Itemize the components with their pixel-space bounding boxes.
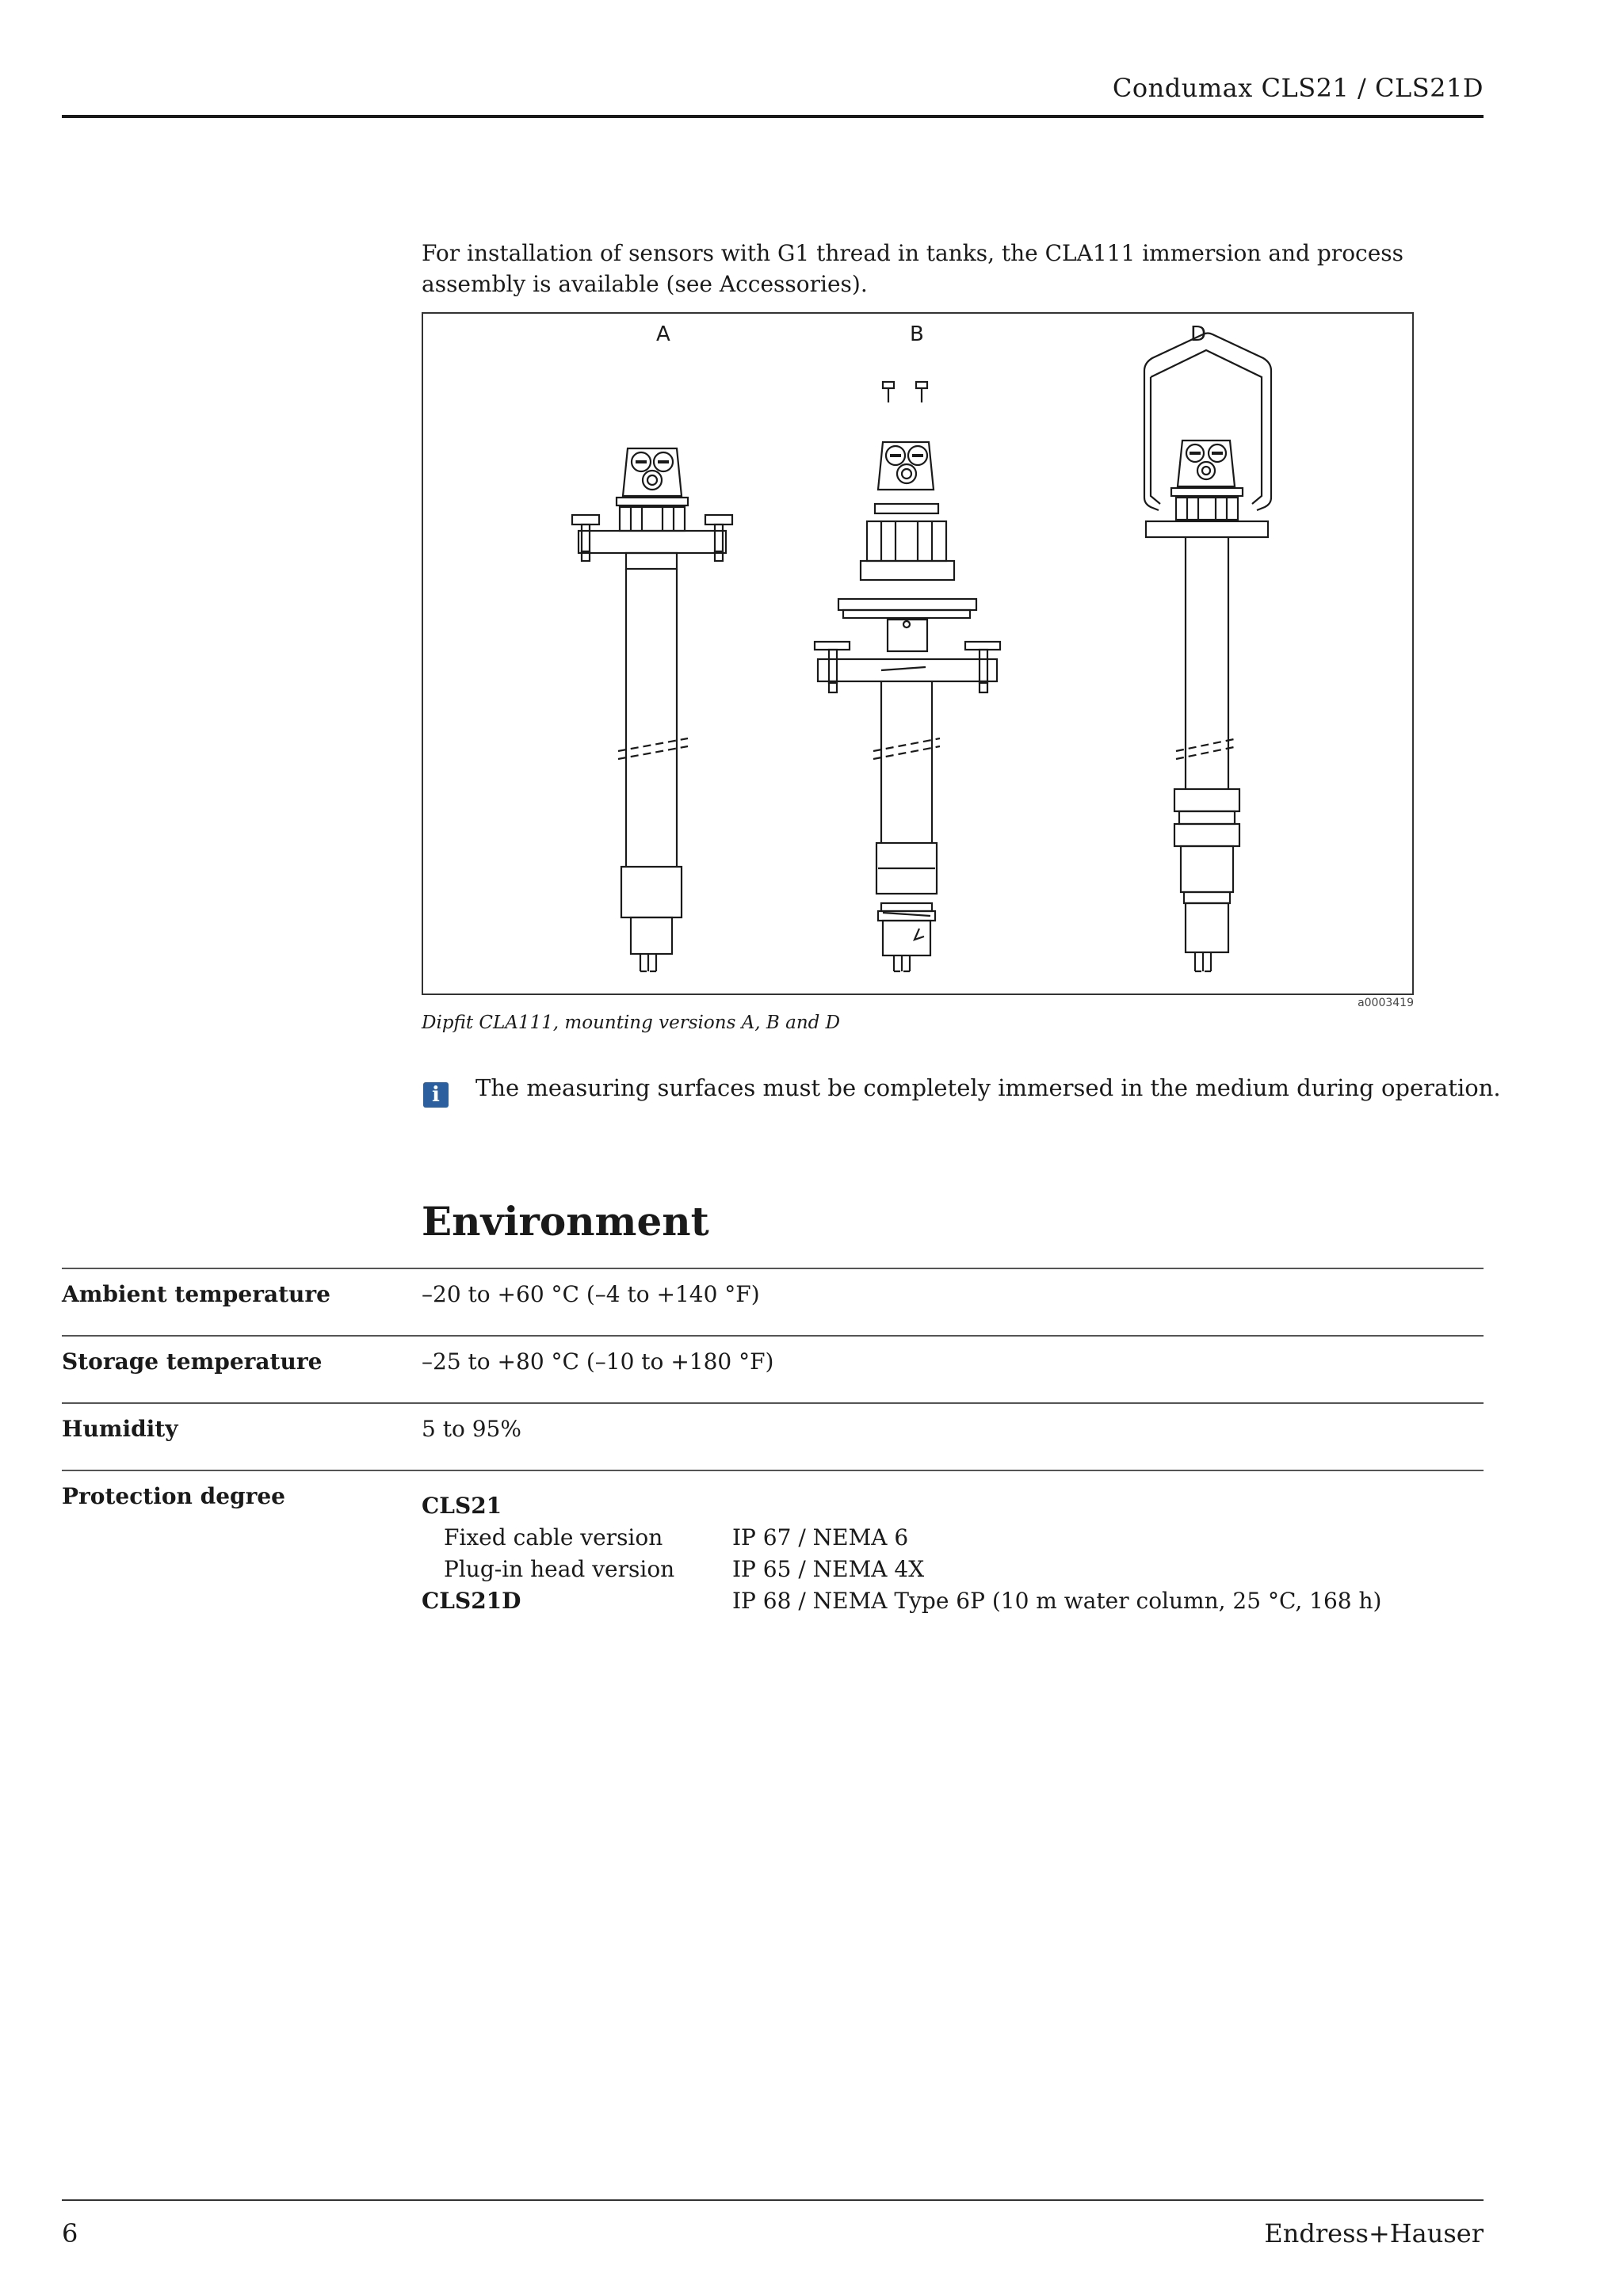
footer-brand: Endress+Hauser (1264, 2218, 1484, 2248)
row-value-ambient-temperature: –20 to +60 °C (–4 to +140 °F) (422, 1281, 760, 1307)
protection-cls21d-heading: CLS21D (422, 1588, 521, 1614)
row-label-protection-degree: Protection degree (62, 1483, 285, 1509)
protection-plugin-value: IP 65 / NEMA 4X (732, 1556, 925, 1582)
protection-cls21-heading: CLS21 (422, 1493, 502, 1519)
row-divider (62, 1470, 1484, 1471)
header-rule (62, 115, 1484, 118)
row-value-storage-temperature: –25 to +80 °C (–10 to +180 °F) (422, 1348, 774, 1375)
document-header-title: Condumax CLS21 / CLS21D (1112, 73, 1484, 103)
protection-cls21d-value: IP 68 / NEMA Type 6P (10 m water column, 25 °C, 168 h) (732, 1588, 1382, 1614)
row-divider (62, 1335, 1484, 1337)
row-divider (62, 1402, 1484, 1404)
version-d-drawing (1144, 334, 1271, 972)
row-value-humidity: 5 to 95% (422, 1416, 521, 1442)
intro-paragraph: For installation of sensors with G1 thread in tanks, the CLA111 immersion and process assembly is available (see Accessories). (422, 240, 1404, 297)
figure-label-d: D (1190, 322, 1207, 346)
version-a-drawing (572, 448, 732, 971)
info-icon: i (423, 1082, 449, 1108)
note-text: The measuring surfaces must be completely immersed in the medium during operation. (475, 1074, 1501, 1101)
protection-fixed-value: IP 67 / NEMA 6 (732, 1524, 909, 1550)
figure-id: a0003419 (1358, 997, 1414, 1009)
row-divider (62, 1268, 1484, 1269)
protection-fixed-label: Fixed cable version (444, 1524, 663, 1550)
row-label-storage-temperature: Storage temperature (62, 1348, 323, 1375)
section-title: Environment (422, 1198, 709, 1245)
protection-plugin-label: Plug-in head version (444, 1556, 675, 1582)
row-label-ambient-temperature: Ambient temperature (62, 1281, 330, 1307)
dipfit-drawing (423, 314, 1412, 994)
row-label-humidity: Humidity (62, 1416, 178, 1442)
figure-caption: Dipfit CLA111, mounting versions A, B and D (422, 1013, 841, 1033)
page-number: 6 (62, 2218, 78, 2248)
figure-label-b: B (910, 322, 924, 346)
figure-label-a: A (656, 322, 670, 346)
figure-frame (422, 312, 1414, 995)
footer-rule (62, 2199, 1484, 2201)
version-b-drawing (815, 382, 1000, 971)
